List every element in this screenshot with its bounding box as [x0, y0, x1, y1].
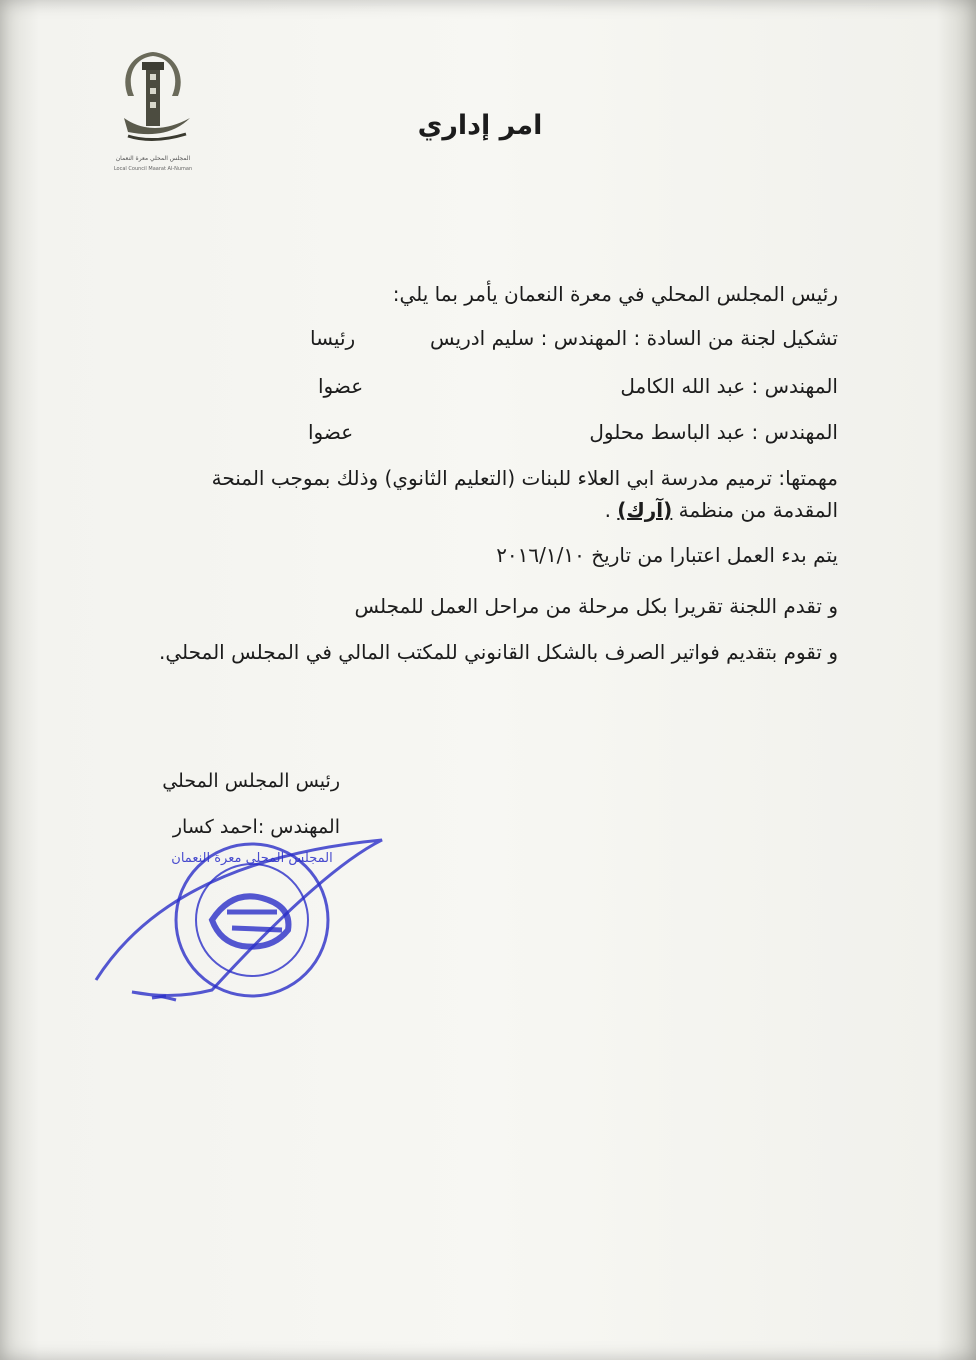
- official-stamp: [92, 820, 402, 1020]
- committee-intro: [430, 326, 838, 350]
- member-2-role: عضوا: [318, 374, 364, 398]
- member-2-row: [620, 374, 838, 398]
- signature-name: المهندس :احمد كسار: [172, 816, 340, 838]
- member-1-name: سليم ادريس: [430, 326, 535, 350]
- logo-caption: المجلس المحلي معرة النعمان: [115, 155, 191, 162]
- document-title: امر إداري: [417, 110, 543, 141]
- invoice-line: و تقوم بتقديم فواتير الصرف بالشكل القانوني للمكتب المالي في المجلس المحلي.: [158, 640, 838, 664]
- start-date-line: يتم بدء العمل اعتبارا من تاريخ ٢٠١٦/١/١٠: [496, 543, 838, 567]
- member-2-title: المهندس :: [751, 374, 838, 398]
- council-logo: [108, 48, 198, 178]
- member-1-title: المهندس :: [540, 326, 628, 350]
- task-line-2-prefix: المقدمة من منظمة: [678, 498, 838, 522]
- task-line-1: مهمتها: ترميم مدرسة ابي العلاء للبنات (التعليم الثانوي) وذلك بموجب المنحة: [211, 466, 838, 490]
- member-3-name: عبد الباسط محلول: [589, 420, 746, 444]
- task-line-2: [605, 498, 838, 522]
- signature-title: رئيس المجلس المحلي: [162, 770, 340, 792]
- report-line: و تقدم اللجنة تقريرا بكل مرحلة من مراحل العمل للمجلس: [354, 594, 838, 618]
- member-3-row: [589, 420, 838, 444]
- organization-name: (آرك): [617, 498, 673, 522]
- committee-intro-label: تشكيل لجنة من السادة :: [633, 326, 838, 350]
- member-2-name: عبد الله الكامل: [620, 374, 746, 398]
- member-3-role: عضوا: [308, 420, 354, 444]
- logo-caption-en: Local Council Maarat Al-Numan: [113, 166, 193, 172]
- task-line-2-suffix: .: [604, 498, 611, 522]
- stamp-text: المجلس المحلي معرة النعمان: [171, 851, 333, 866]
- preamble-text: رئيس المجلس المحلي في معرة النعمان يأمر بما يلي:: [392, 282, 838, 306]
- member-1-role: رئيسا: [310, 326, 356, 350]
- member-3-title: المهندس :: [751, 420, 838, 444]
